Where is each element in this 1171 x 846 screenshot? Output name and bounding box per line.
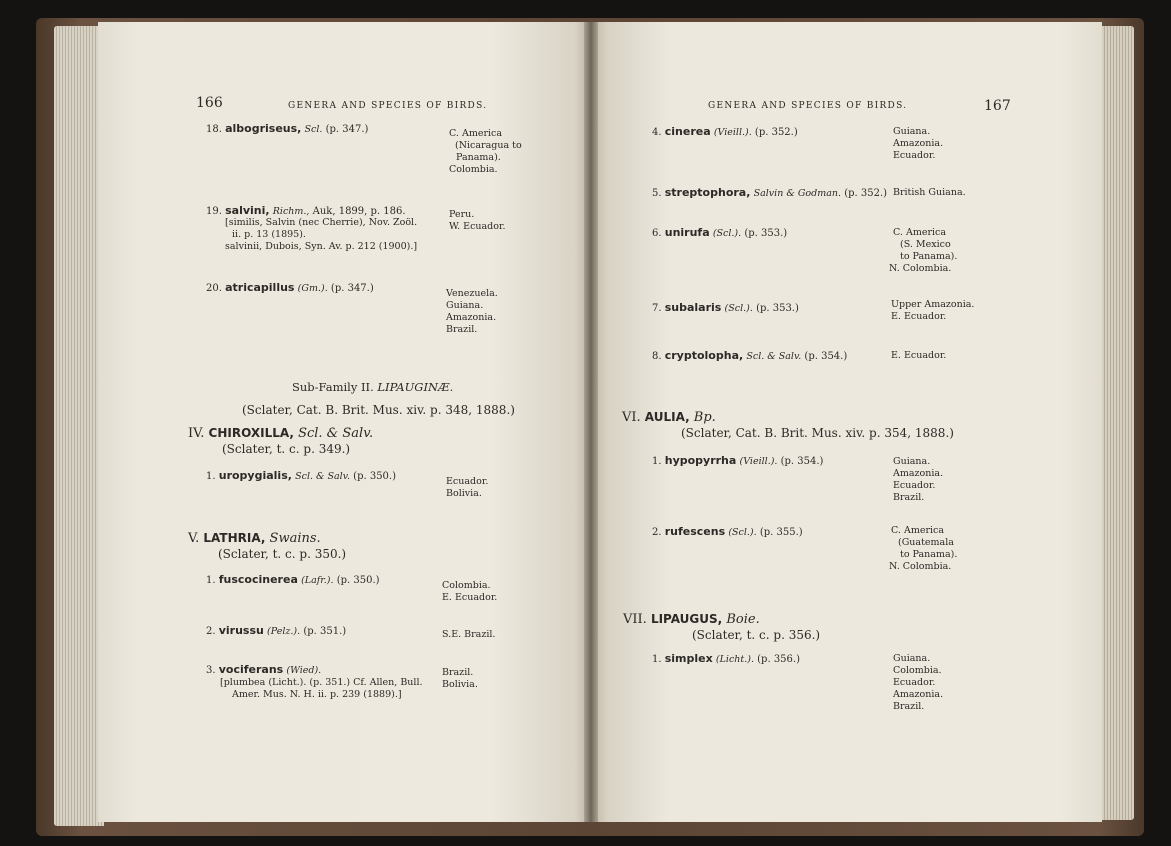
authority: (Pelz.). xyxy=(267,626,301,637)
species-entry: 5. streptophora, Salvin & Godman. (p. 352.) xyxy=(652,186,888,199)
range-line: Colombia. xyxy=(449,164,498,175)
species-entry: 1. uropygialis, Scl. & Salv. (p. 350.) xyxy=(206,469,396,482)
authority: (Licht.). xyxy=(715,654,754,665)
genus-heading: V. LATHRIA, Swains. xyxy=(188,531,321,546)
species-name: cryptolopha, xyxy=(664,349,744,362)
page-ref: (p. 352.) xyxy=(754,127,798,138)
page-ref: (p. 354.) xyxy=(804,351,848,362)
authority: (Vieill.). xyxy=(739,456,778,467)
range-line: Upper Amazonia. xyxy=(891,299,975,310)
synonym-note: Amer. Mus. N. H. ii. p. 239 (1889).] xyxy=(232,689,402,700)
range-line: Ecuador. xyxy=(893,150,936,161)
species-entry: 18. albogriseus, Scl. (p. 347.) xyxy=(206,122,369,135)
synonym-note: ii. p. 13 (1895). xyxy=(232,229,306,240)
species-name: rufescens xyxy=(664,525,726,538)
page-ref: Auk, 1899, p. 186. xyxy=(312,206,406,217)
page-ref: (p. 354.) xyxy=(780,456,824,467)
synonym-note: [similis, Salvin (nec Cherrie), Nov. Zoöl. xyxy=(225,217,418,228)
range-line: Colombia. xyxy=(442,580,491,591)
genus-heading: VII. LIPAUGUS, Boie. xyxy=(623,612,760,627)
range-line: (Guatemala xyxy=(898,537,954,548)
species-entry: 20. atricapillus (Gm.). (p. 347.) xyxy=(206,281,374,294)
range-line: Bolivia. xyxy=(446,488,482,499)
subfamily-heading: Sub-Family II. LIPAUGINÆ. xyxy=(292,380,454,394)
synonym-note: [plumbea (Licht.). (p. 351.) Cf. Allen, Bull. xyxy=(220,677,423,688)
species-entry: 1. simplex (Licht.). (p. 356.) xyxy=(652,652,800,665)
species-name: subalaris xyxy=(664,301,722,314)
range-line: Bolivia. xyxy=(442,679,478,690)
species-name: hypopyrrha xyxy=(664,454,737,467)
range-line: Panama). xyxy=(456,152,501,163)
range-line: Amazonia. xyxy=(893,689,944,700)
page-ref: (p. 347.) xyxy=(330,283,374,294)
authority: (Scl.). xyxy=(728,527,757,538)
authority: (Lafr.). xyxy=(301,575,334,586)
range-line: Peru. xyxy=(449,209,475,220)
page-ref: (p. 353.) xyxy=(744,228,788,239)
page-ref: (p. 347.) xyxy=(325,124,369,135)
authority: (Scl.). xyxy=(712,228,742,239)
page-edges-left xyxy=(54,26,104,826)
page-number: 166 xyxy=(196,95,223,111)
species-name: virussu xyxy=(218,624,264,637)
species-entry: 1. fuscocinerea (Lafr.). (p. 350.) xyxy=(206,573,380,586)
species-entry: 7. subalaris (Scl.). (p. 353.) xyxy=(652,301,799,314)
range-line: Colombia. xyxy=(893,665,942,676)
range-line: E. Ecuador. xyxy=(891,350,947,361)
authority: Richm., xyxy=(272,206,310,217)
book-gutter xyxy=(584,22,598,822)
species-entry: 3. vociferans (Wied). xyxy=(206,663,322,676)
range-line: Guiana. xyxy=(446,300,484,311)
genus-heading: IV. CHIROXILLA, Scl. & Salv. xyxy=(188,426,374,441)
range-line: Guiana. xyxy=(893,456,931,467)
species-entry: 1. hypopyrrha (Vieill.). (p. 354.) xyxy=(652,454,824,467)
range-line: Ecuador. xyxy=(893,677,936,688)
range-line: N. Colombia. xyxy=(889,263,952,274)
range-line: Amazonia. xyxy=(893,138,944,149)
range-line: (S. Mexico xyxy=(900,239,951,250)
species-name: salvini, xyxy=(225,204,270,217)
page-ref: (p. 356.) xyxy=(757,654,800,665)
species-entry: 4. cinerea (Vieill.). (p. 352.) xyxy=(652,125,798,138)
species-entry: 8. cryptolopha, Scl. & Salv. (p. 354.) xyxy=(652,349,848,362)
species-name: uropygialis, xyxy=(218,469,292,482)
species-entry: 19. salvini, Richm., Auk, 1899, p. 186. xyxy=(206,204,406,217)
range-line: N. Colombia. xyxy=(889,561,952,572)
page-ref: (p. 350.) xyxy=(336,575,380,586)
genus-reference: (Sclater, t. c. p. 356.) xyxy=(692,628,821,642)
range-line: Brazil. xyxy=(442,667,474,678)
page-ref: (p. 355.) xyxy=(759,527,803,538)
authority: Scl. & Salv. xyxy=(746,351,802,362)
page-ref: (p. 351.) xyxy=(303,626,347,637)
genus-reference: (Sclater, t. c. p. 350.) xyxy=(218,547,347,561)
authority: (Gm.). xyxy=(297,283,328,294)
authority: Scl. xyxy=(304,124,323,135)
synonym-note: salvinii, Dubois, Syn. Av. p. 212 (1900).] xyxy=(225,241,418,252)
range-line: Brazil. xyxy=(893,492,925,503)
range-line: W. Ecuador. xyxy=(449,221,506,232)
species-name: unirufa xyxy=(664,226,710,239)
species-name: streptophora, xyxy=(664,186,751,199)
species-name: vociferans xyxy=(218,663,284,676)
range-line: Brazil. xyxy=(893,701,925,712)
range-line: E. Ecuador. xyxy=(891,311,947,322)
range-line: C. America xyxy=(891,525,945,536)
species-name: atricapillus xyxy=(225,281,295,294)
species-entry: 2. rufescens (Scl.). (p. 355.) xyxy=(652,525,803,538)
range-line: C. America xyxy=(449,128,503,139)
page-ref: (p. 350.) xyxy=(353,471,396,482)
page-number: 167 xyxy=(984,98,1011,114)
authority: Scl. & Salv. xyxy=(295,471,350,482)
range-line: Venezuela. xyxy=(446,288,498,299)
authority: Salvin & Godman. xyxy=(753,188,842,199)
species-name: cinerea xyxy=(664,125,711,138)
range-line: (Nicaragua to xyxy=(455,140,522,151)
range-line: C. America xyxy=(893,227,947,238)
running-head: GENERA AND SPECIES OF BIRDS. xyxy=(708,101,908,111)
species-entry: 2. virussu (Pelz.). (p. 351.) xyxy=(206,624,347,637)
species-name: fuscocinerea xyxy=(218,573,298,586)
range-line: British Guiana. xyxy=(893,187,966,198)
authority: (Scl.). xyxy=(724,303,753,314)
species-entry: 6. unirufa (Scl.). (p. 353.) xyxy=(652,226,788,239)
range-line: Amazonia. xyxy=(893,468,944,479)
genus-reference: (Sclater, t. c. p. 349.) xyxy=(222,442,351,456)
range-line: Ecuador. xyxy=(446,476,489,487)
authority: (Vieill.). xyxy=(713,127,752,138)
page-ref: (p. 353.) xyxy=(756,303,799,314)
species-name: simplex xyxy=(664,652,713,665)
species-name: albogriseus, xyxy=(225,122,302,135)
authority: (Wied). xyxy=(286,665,322,676)
range-line: S.E. Brazil. xyxy=(442,629,496,640)
subfamily-reference: (Sclater, Cat. B. Brit. Mus. xiv. p. 348, 1888.) xyxy=(242,403,515,417)
range-line: Ecuador. xyxy=(893,480,936,491)
page-ref: (p. 352.) xyxy=(844,188,888,199)
range-line: Amazonia. xyxy=(446,312,497,323)
running-head: GENERA AND SPECIES OF BIRDS. xyxy=(288,101,488,111)
range-line: Guiana. xyxy=(893,126,931,137)
genus-heading: VI. AULIA, Bp. xyxy=(622,410,716,425)
range-line: to Panama). xyxy=(900,251,958,262)
range-line: to Panama). xyxy=(900,549,958,560)
range-line: E. Ecuador. xyxy=(442,592,498,603)
genus-reference: (Sclater, Cat. B. Brit. Mus. xiv. p. 354, 1888.) xyxy=(681,426,954,440)
range-line: Brazil. xyxy=(446,324,478,335)
range-line: Guiana. xyxy=(893,653,931,664)
